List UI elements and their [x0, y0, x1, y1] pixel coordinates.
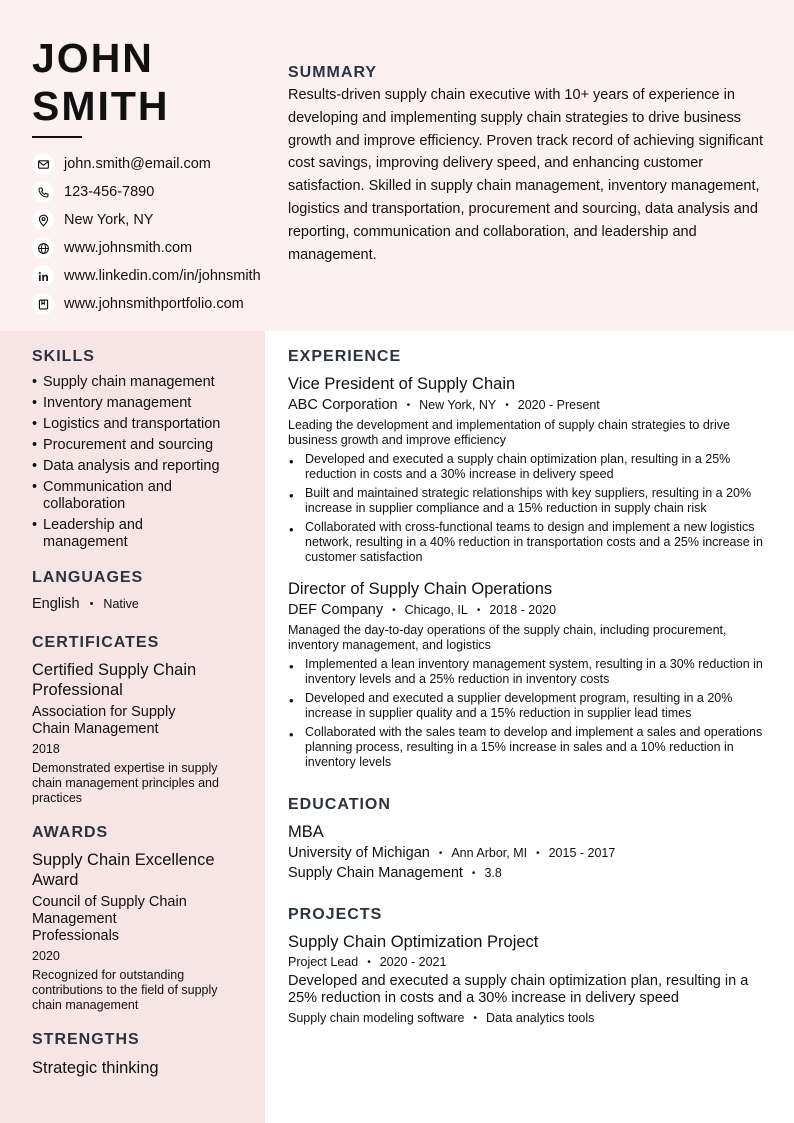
job-meta	[288, 397, 772, 413]
section-title: EXPERIENCE	[288, 348, 402, 365]
first-name: JOHN	[32, 35, 154, 81]
job-entry	[288, 579, 772, 770]
certificate-description: Demonstrated expertise in supply chain management principles and practices	[32, 761, 219, 805]
education-location: Ann Arbor, MI	[451, 846, 528, 860]
separator-dot: •	[476, 604, 481, 616]
job-bullet: • Collaborated with the sales team to develop and implement a sales and operations planning process, resulting in a 15% increase in sales and a 10% reduction in inventory levels	[288, 725, 772, 770]
strengths-section	[32, 1031, 247, 1078]
experience-section	[288, 348, 772, 774]
job-bullet: • Developed and executed a supply chain optimization plan, resulting in a 25% reduction in costs and a 30% increase in delivery speed	[288, 452, 772, 482]
section-title: STRENGTHS	[32, 1031, 140, 1048]
skill-item: • Logistics and transportation	[32, 416, 247, 433]
project-tool: Data analytics tools	[486, 1011, 595, 1025]
summary-text: Results-driven supply chain executive with 10+ years of experience in developing and implementing supply chain strategies to drive business growth and improve efficiency. Proven track record of achieving significant cost savings, improving delivery speed, and enhancing customer satisfaction. Skilled in supply chain management, inventory management, logistics and transportation, procurement and sourcing, data analysis and reporting, communication and collaboration, and leadership and management.	[288, 87, 763, 263]
skill-item: • Communication and collaboration	[32, 479, 202, 513]
contact-phone[interactable]	[32, 178, 294, 206]
section-title: PROJECTS	[288, 906, 383, 923]
contact-portfolio[interactable]	[32, 290, 294, 318]
globe-icon	[32, 237, 54, 259]
summary-section	[288, 64, 770, 266]
project-meta	[288, 955, 772, 969]
separator-dot: •	[473, 1012, 478, 1024]
certificate-name: Certified Supply Chain Professional	[32, 661, 197, 699]
separator-dot: •	[471, 867, 476, 879]
skill-item: • Supply chain management	[32, 374, 247, 391]
job-bullet: • Collaborated with cross-functional teams to design and implement a new logistics network, resulting in a 40% reduction in transportation costs and a 25% increase in customer satisfaction	[288, 520, 772, 565]
contact-list	[32, 150, 294, 318]
education-degree: MBA	[288, 823, 324, 841]
education-dates: 2015 - 2017	[548, 846, 616, 860]
separator-dot: •	[406, 399, 411, 411]
award-entry	[32, 850, 247, 1013]
skill-item: • Procurement and sourcing	[32, 437, 247, 454]
last-name: SMITH	[32, 83, 170, 129]
job-bullet: • Built and maintained strategic relationships with key suppliers, resulting in a 20% increase in supplier compliance and a 15% reduction in supply chain risk	[288, 486, 772, 516]
contact-text: john.smith@email.com	[64, 156, 211, 172]
separator-dot: •	[438, 847, 443, 859]
contact-text: 123-456-7890	[64, 184, 155, 200]
award-issuer: Council of Supply Chain Management Professionals	[32, 894, 187, 944]
certificate-entry	[32, 660, 247, 806]
language-name: English	[32, 596, 80, 612]
separator-dot: •	[536, 847, 540, 859]
project-name: Supply Chain Optimization Project	[288, 933, 539, 951]
job-entry	[288, 374, 772, 565]
separator-dot: •	[392, 604, 396, 616]
skill-list	[32, 374, 247, 551]
awards-section	[32, 824, 247, 1013]
job-company: DEF Company	[288, 602, 384, 618]
contact-text: www.johnsmith.com	[64, 240, 193, 256]
skill-item: • Inventory management	[32, 395, 247, 412]
languages-section	[32, 569, 247, 612]
location-pin-icon	[32, 209, 54, 231]
job-bullets	[288, 452, 772, 565]
job-dates: 2018 - 2020	[489, 603, 557, 617]
education-meta	[288, 845, 772, 861]
award-name: Supply Chain Excellence Award	[32, 851, 215, 889]
job-location: New York, NY	[419, 398, 497, 412]
certificate-year: 2018	[32, 742, 60, 756]
job-location: Chicago, IL	[404, 603, 468, 617]
job-title: Vice President of Supply Chain	[288, 375, 516, 393]
section-title: LANGUAGES	[32, 569, 144, 586]
project-tools	[288, 1011, 772, 1025]
contact-email[interactable]	[32, 150, 294, 178]
section-title: EDUCATION	[288, 796, 391, 813]
strength-item: Strategic thinking	[32, 1059, 159, 1077]
certificate-issuer: Association for Supply Chain Management	[32, 704, 176, 737]
skills-section	[32, 348, 247, 555]
skill-item: • Data analysis and reporting	[32, 458, 247, 475]
name-block	[32, 34, 262, 138]
contact-location	[32, 206, 294, 234]
project-role: Project Lead	[288, 955, 359, 969]
name-underline	[32, 136, 82, 138]
separator-dot: •	[505, 399, 509, 411]
job-bullet: • Implemented a lean inventory management system, resulting in a 30% reduction in inventory levels and a 25% reduction in inventory costs	[288, 657, 772, 687]
section-title: AWARDS	[32, 824, 109, 841]
portfolio-icon	[32, 293, 54, 315]
education-section	[288, 796, 772, 881]
job-meta	[288, 602, 772, 618]
contact-linkedin[interactable]	[32, 262, 294, 290]
education-field-row	[288, 865, 772, 881]
language-row	[32, 596, 247, 612]
project-dates: 2020 - 2021	[379, 955, 447, 969]
linkedin-icon	[32, 265, 54, 287]
education-field: Supply Chain Management	[288, 865, 463, 881]
language-level: Native	[103, 597, 139, 611]
job-bullets	[288, 657, 772, 770]
separator-dot: •	[367, 956, 371, 968]
job-company: ABC Corporation	[288, 397, 398, 413]
contact-text: www.johnsmithportfolio.com	[64, 296, 244, 312]
job-dates: 2020 - Present	[517, 398, 600, 412]
phone-icon	[32, 181, 54, 203]
section-title: SKILLS	[32, 348, 95, 365]
contact-text: New York, NY	[64, 212, 154, 228]
project-description: Developed and executed a supply chain optimization plan, resulting in a 25% reduction in costs and a 30% increase in delivery speed	[288, 973, 749, 1006]
award-year: 2020	[32, 949, 60, 963]
education-school: University of Michigan	[288, 845, 430, 861]
education-gpa: 3.8	[484, 866, 502, 880]
section-title: CERTIFICATES	[32, 634, 160, 651]
skill-item: • Leadership and management	[32, 517, 172, 551]
project-tool: Supply chain modeling software	[288, 1011, 465, 1025]
contact-text: www.linkedin.com/in/johnsmith	[64, 268, 261, 284]
award-description: Recognized for outstanding contributions to the field of supply chain management	[32, 968, 218, 1012]
separator-dot: •	[89, 598, 94, 610]
job-bullet: • Developed and executed a supplier development program, resulting in a 20% increase in supplier quality and a 15% reduction in supplier lead times	[288, 691, 772, 721]
contact-website[interactable]	[32, 234, 294, 262]
mail-icon	[32, 153, 54, 175]
job-description: Managed the day-to-day operations of the supply chain, including procurement, inventory management, and logistics	[288, 623, 727, 652]
projects-section	[288, 906, 772, 1025]
job-title: Director of Supply Chain Operations	[288, 580, 553, 598]
job-description: Leading the development and implementation of supply chain strategies to drive business growth and improve efficiency	[288, 418, 730, 447]
section-title: SUMMARY	[288, 64, 378, 81]
certificates-section	[32, 634, 247, 806]
